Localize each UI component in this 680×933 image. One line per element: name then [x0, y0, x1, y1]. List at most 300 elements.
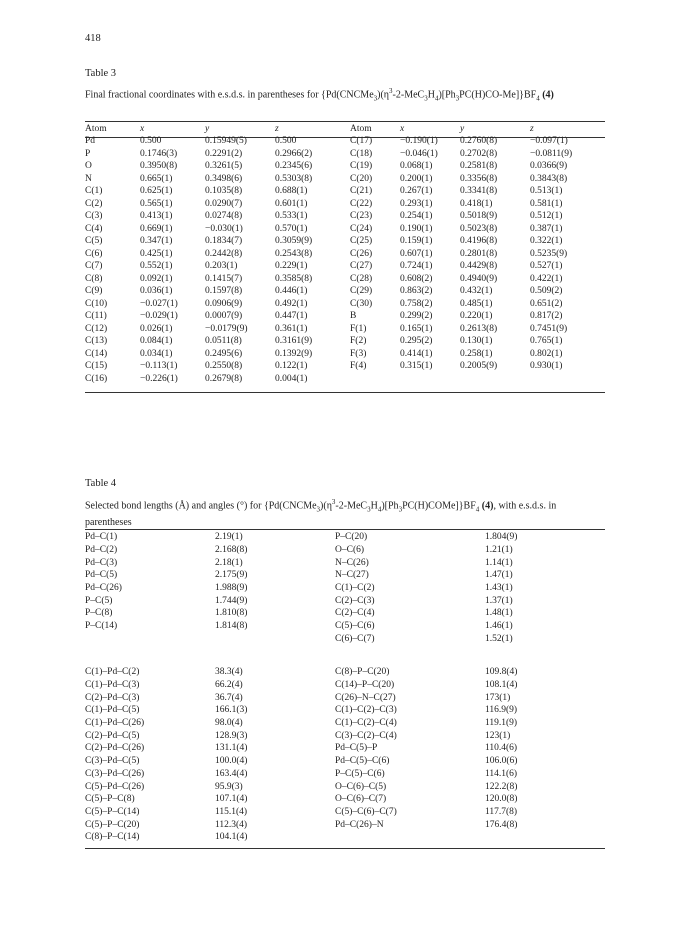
table-cell: 108.1(4)	[485, 680, 518, 691]
table-cell: 0.485(1)	[460, 298, 493, 309]
table-cell: 38.3(4)	[215, 667, 243, 678]
table-cell: −0.030(1)	[205, 223, 243, 234]
table-cell: 128.9(3)	[215, 730, 248, 741]
table-cell: F(2)	[350, 336, 367, 347]
table-cell: C(2)–Pd–C(5)	[85, 730, 140, 741]
table-cell: O–C(6)	[335, 545, 365, 556]
table-cell: C(5)–P–C(14)	[85, 806, 140, 817]
table3-header-cell: Atom	[350, 124, 372, 134]
table-cell: C(2)–Pd–C(3)	[85, 692, 140, 703]
table-row	[85, 793, 605, 806]
table-cell: 0.533(1)	[275, 211, 308, 222]
table-cell: −0.190(1)	[400, 136, 438, 147]
table-row	[85, 260, 605, 273]
table-cell: 0.084(1)	[140, 336, 173, 347]
table4-top-rule	[85, 529, 605, 530]
table-row	[85, 679, 605, 692]
table-cell: 2.19(1)	[215, 532, 243, 543]
table-row	[85, 780, 605, 793]
table-cell: 0.758(2)	[400, 298, 433, 309]
table-cell: 0.229(1)	[275, 261, 308, 272]
table-cell: 0.3498(6)	[205, 173, 243, 184]
table-cell: C(28)	[350, 273, 373, 284]
table-cell: 1.14(1)	[485, 557, 513, 568]
table-cell: P–C(20)	[335, 532, 368, 543]
table-row	[85, 210, 605, 223]
table-row	[85, 348, 605, 361]
table-cell: 0.203(1)	[205, 261, 238, 272]
table-cell: 0.512(1)	[530, 211, 563, 222]
table-cell: 0.1746(3)	[140, 148, 178, 159]
table-cell: 0.581(1)	[530, 198, 563, 209]
table-cell: Pd–C(5)	[85, 570, 118, 581]
table-cell: C(21)	[350, 186, 373, 197]
table-cell: 117.7(8)	[485, 806, 518, 817]
table-cell: Pd	[85, 136, 96, 147]
table-cell: 2.18(1)	[215, 557, 243, 568]
table-row	[85, 160, 605, 173]
table-cell: 1.804(9)	[485, 532, 518, 543]
table-cell: 0.2702(8)	[460, 148, 498, 159]
table-cell: C(24)	[350, 223, 373, 234]
table3-body	[85, 135, 605, 385]
table-cell: 0.3059(9)	[275, 236, 313, 247]
table-cell: 0.2005(9)	[460, 361, 498, 372]
table-cell: 0.625(1)	[140, 186, 173, 197]
table-row	[85, 148, 605, 161]
table-cell: 0.0290(7)	[205, 198, 243, 209]
table-cell: 0.322(1)	[530, 236, 563, 247]
table-row	[85, 582, 605, 595]
table-cell: C(16)	[85, 373, 108, 384]
table-cell: 0.608(2)	[400, 273, 433, 284]
table-cell: P–C(5)–C(6)	[335, 768, 385, 779]
table3-header-row	[85, 124, 605, 135]
table-row	[85, 691, 605, 704]
table-cell: C(14)–P–C(20)	[335, 680, 395, 691]
table-cell: 0.15949(5)	[205, 136, 247, 147]
table-cell: 1.814(8)	[215, 621, 248, 632]
table-row	[85, 323, 605, 336]
table-cell: P–C(14)	[85, 621, 118, 632]
table-cell: 0.1415(7)	[205, 273, 243, 284]
table-row	[85, 235, 605, 248]
table-cell: 1.47(1)	[485, 570, 513, 581]
table-cell: 176.4(8)	[485, 819, 518, 830]
table-cell: C(23)	[350, 211, 373, 222]
table-cell	[215, 633, 335, 646]
table-cell: 0.665(1)	[140, 173, 173, 184]
table-cell: 0.2760(8)	[460, 136, 498, 147]
table-row	[85, 818, 605, 831]
table-cell	[400, 373, 460, 386]
table-cell: 0.2442(8)	[205, 248, 243, 259]
table-cell: 95.9(3)	[215, 781, 243, 792]
table-cell: 0.0274(8)	[205, 211, 243, 222]
table-cell: −0.226(1)	[140, 373, 178, 384]
table-cell: 0.817(2)	[530, 311, 563, 322]
table-cell: 0.5018(9)	[460, 211, 498, 222]
table4-caption: Selected bond lengths (Å) and angles (°) for $\{Pd(CNCMe_3)(\eta^3-2-MeC_3H_4)[Ph_3PC(H)COMe]\}BF_4$ (4), with e.s.d.s. in parentheses	[85, 498, 557, 529]
table-cell: 114.1(6)	[485, 768, 518, 779]
table-row	[85, 633, 605, 646]
table-cell: N–C(26)	[335, 557, 369, 568]
table-cell: Pd–C(3)	[85, 557, 118, 568]
table-cell: 0.1834(7)	[205, 236, 243, 247]
table-cell: 0.254(1)	[400, 211, 433, 222]
table-cell: 0.034(1)	[140, 348, 173, 359]
table-row	[85, 373, 605, 386]
table-row	[85, 185, 605, 198]
table-cell: C(2)–C(4)	[335, 608, 375, 619]
table-cell: 1.52(1)	[485, 633, 513, 644]
table-cell: 0.500	[275, 136, 297, 147]
table-cell: Pd–C(5)–P	[335, 743, 378, 754]
table-row	[85, 704, 605, 717]
table-cell: 0.2550(8)	[205, 361, 243, 372]
table-cell: C(3)	[85, 211, 103, 222]
table-cell: 104.1(4)	[215, 832, 248, 843]
table-cell: 0.361(1)	[275, 323, 308, 334]
table-cell: 0.607(1)	[400, 248, 433, 259]
table4-bottom-rule	[85, 848, 605, 849]
table-cell: 0.802(1)	[530, 348, 563, 359]
table-cell: C(6)	[85, 248, 103, 259]
table-cell: 2.175(9)	[215, 570, 248, 581]
table-cell: 0.5303(8)	[275, 173, 313, 184]
table4-title: Table 4	[85, 478, 117, 489]
table-row	[85, 285, 605, 298]
table-cell: C(2)–C(3)	[335, 595, 375, 606]
table-cell: −0.046(1)	[400, 148, 438, 159]
table-cell: C(1)–C(2)	[335, 583, 375, 594]
table-cell: 0.688(1)	[275, 186, 308, 197]
table-cell: N–C(27)	[335, 570, 369, 581]
table4-bond-angles	[85, 666, 605, 844]
table-row	[85, 135, 605, 148]
table-cell: 123(1)	[485, 730, 511, 741]
table-cell: 0.413(1)	[140, 211, 173, 222]
table-row	[85, 742, 605, 755]
table-row	[85, 729, 605, 742]
table-cell: 0.527(1)	[530, 261, 563, 272]
table-cell: 0.0906(9)	[205, 298, 243, 309]
table-cell: 115.1(4)	[215, 806, 248, 817]
table-cell	[85, 633, 215, 646]
table-cell: 166.1(3)	[215, 705, 248, 716]
table-cell: 0.2613(8)	[460, 323, 498, 334]
table-cell: C(7)	[85, 261, 103, 272]
table-cell: 0.930(1)	[530, 361, 563, 372]
table-cell	[335, 831, 485, 844]
table-cell: C(1)	[85, 186, 103, 197]
table-cell: 0.422(1)	[530, 273, 563, 284]
table3-header-cell: z	[530, 124, 534, 134]
table-cell: 131.1(4)	[215, 743, 248, 754]
table-cell: 1.48(1)	[485, 608, 513, 619]
table-cell: C(5)–C(6)–C(7)	[335, 806, 397, 817]
table-cell: C(12)	[85, 323, 108, 334]
table-cell: 0.570(1)	[275, 223, 308, 234]
table-cell: 0.3356(8)	[460, 173, 498, 184]
table-cell: 0.1597(8)	[205, 286, 243, 297]
table-cell: C(9)	[85, 286, 103, 297]
table3-top-rule	[85, 121, 605, 122]
table-cell: C(5)–P–C(20)	[85, 819, 140, 830]
table-cell: N	[85, 173, 92, 184]
table-cell: C(3)–C(2)–C(4)	[335, 730, 397, 741]
table-cell: C(13)	[85, 336, 108, 347]
table-cell: 116.9(9)	[485, 705, 518, 716]
table-cell: 0.267(1)	[400, 186, 433, 197]
table-cell: C(14)	[85, 348, 108, 359]
table-cell: C(1)–C(2)–C(4)	[335, 718, 397, 729]
table-cell: C(4)	[85, 223, 103, 234]
table-cell: −0.027(1)	[140, 298, 178, 309]
table-cell: 0.446(1)	[275, 286, 308, 297]
table-cell: −0.0811(9)	[530, 148, 573, 159]
table-cell	[485, 831, 605, 844]
table-cell: 0.492(1)	[275, 298, 308, 309]
table-cell: 0.2543(8)	[275, 248, 313, 259]
table-cell: O–C(6)–C(7)	[335, 794, 387, 805]
table-cell: 0.347(1)	[140, 236, 173, 247]
table-cell: C(26)–N–C(27)	[335, 692, 396, 703]
table-cell: 0.2345(6)	[275, 161, 313, 172]
table-cell: 0.500	[140, 136, 162, 147]
table-cell: 0.5235(9)	[530, 248, 568, 259]
table-cell: C(2)–Pd–C(26)	[85, 743, 145, 754]
table-cell: 0.2291(2)	[205, 148, 243, 159]
table-cell: 107.1(4)	[215, 794, 248, 805]
table-cell: 0.2679(8)	[205, 373, 243, 384]
table-cell: 109.8(4)	[485, 667, 518, 678]
table-cell: 0.3843(8)	[530, 173, 568, 184]
table-cell: C(5)–C(6)	[335, 621, 375, 632]
table-cell: 0.1035(8)	[205, 186, 243, 197]
table-cell: F(1)	[350, 323, 367, 334]
table-cell: 0.2495(6)	[205, 348, 243, 359]
table-cell: C(1)–Pd–C(5)	[85, 705, 140, 716]
table-row	[85, 531, 605, 544]
table3-header-cell: x	[140, 124, 145, 134]
table-cell: −0.0179(9)	[205, 323, 248, 334]
table-cell: C(15)	[85, 361, 108, 372]
table-cell: 0.2801(8)	[460, 248, 498, 259]
table-row	[85, 620, 605, 633]
table3-title: Table 3	[85, 68, 117, 79]
table-cell: 0.2966(2)	[275, 148, 313, 159]
table-row	[85, 360, 605, 373]
table-cell: 100.0(4)	[215, 756, 248, 767]
table-row	[85, 569, 605, 582]
table-cell: C(8)–P–C(14)	[85, 832, 140, 843]
table-cell: 0.7451(9)	[530, 323, 568, 334]
table-cell: 0.036(1)	[140, 286, 173, 297]
table-cell: 119.1(9)	[485, 718, 518, 729]
table-cell: 163.4(4)	[215, 768, 248, 779]
table-row	[85, 594, 605, 607]
table-cell: 0.315(1)	[400, 361, 433, 372]
table-cell: Pd–C(26)	[85, 583, 122, 594]
table-cell: C(1)–C(2)–C(3)	[335, 705, 397, 716]
table3-header-cell: x	[400, 124, 405, 134]
table-cell: 0.004(1)	[275, 373, 308, 384]
table-cell: 0.669(1)	[140, 223, 173, 234]
table-cell: C(5)	[85, 236, 103, 247]
table-cell: −0.029(1)	[140, 311, 178, 322]
table3-header-cell: y	[460, 124, 465, 134]
table-cell: 1.810(8)	[215, 608, 248, 619]
table-cell: 0.3161(9)	[275, 336, 313, 347]
table-cell: 1.744(9)	[215, 595, 248, 606]
table-cell: 0.200(1)	[400, 173, 433, 184]
table-cell: F(4)	[350, 361, 367, 372]
table-row	[85, 831, 605, 844]
table-cell: 1.37(1)	[485, 595, 513, 606]
table-cell: C(17)	[350, 136, 373, 147]
table-cell: C(19)	[350, 161, 373, 172]
table-cell	[530, 373, 605, 386]
table3-header-cell: z	[275, 124, 279, 134]
table-cell: 0.447(1)	[275, 311, 308, 322]
table-cell: 106.0(6)	[485, 756, 518, 767]
table-cell: F(3)	[350, 348, 367, 359]
table-cell: C(1)–Pd–C(3)	[85, 680, 140, 691]
table-cell: Pd–C(2)	[85, 545, 118, 556]
table-cell: 120.0(8)	[485, 794, 518, 805]
table-cell: 0.418(1)	[460, 198, 493, 209]
table-cell: 0.1392(9)	[275, 348, 313, 359]
table-cell: C(10)	[85, 298, 108, 309]
table-cell: 0.165(1)	[400, 323, 433, 334]
table-row	[85, 273, 605, 286]
table-cell: B	[350, 311, 357, 322]
table-cell: 0.425(1)	[140, 248, 173, 259]
table-cell: 0.432(1)	[460, 286, 493, 297]
table-cell: C(11)	[85, 311, 107, 322]
table-row	[85, 335, 605, 348]
table-cell: Pd–C(1)	[85, 532, 118, 543]
table-cell	[460, 373, 530, 386]
table-cell: C(5)–Pd–C(26)	[85, 781, 145, 792]
table-cell: 173(1)	[485, 692, 511, 703]
table-row	[85, 717, 605, 730]
table-cell: C(29)	[350, 286, 373, 297]
table-cell: 122.2(8)	[485, 781, 518, 792]
table-cell: 0.026(1)	[140, 323, 173, 334]
table-cell: 112.3(4)	[215, 819, 248, 830]
table-cell: O–C(6)–C(5)	[335, 781, 387, 792]
table-cell: 0.068(1)	[400, 161, 433, 172]
table-cell: C(6)–C(7)	[335, 633, 375, 644]
table-row	[85, 223, 605, 236]
table-cell: −0.113(1)	[140, 361, 178, 372]
table-cell: 1.21(1)	[485, 545, 513, 556]
table-cell: C(22)	[350, 198, 373, 209]
table-cell: C(8)	[85, 273, 103, 284]
table4-bond-lengths	[85, 531, 605, 645]
table-cell: 98.0(4)	[215, 718, 243, 729]
table-cell: C(30)	[350, 298, 373, 309]
table-cell: 0.4940(9)	[460, 273, 498, 284]
table-cell: 0.387(1)	[530, 223, 563, 234]
table-cell: 0.2581(8)	[460, 161, 498, 172]
table-cell: C(27)	[350, 261, 373, 272]
table-cell: 1.988(9)	[215, 583, 248, 594]
table-row	[85, 544, 605, 557]
table-cell: P–C(5)	[85, 595, 113, 606]
table-cell: 0.513(1)	[530, 186, 563, 197]
table-cell: C(2)	[85, 198, 103, 209]
table-cell: 0.092(1)	[140, 273, 173, 284]
table-cell: Pd–C(26)–N	[335, 819, 384, 830]
table-cell: 0.258(1)	[460, 348, 493, 359]
table-cell: 0.130(1)	[460, 336, 493, 347]
table-cell: C(3)–Pd–C(26)	[85, 768, 145, 779]
table-row	[85, 755, 605, 768]
table-cell: 0.220(1)	[460, 311, 493, 322]
table-cell: 0.3950(8)	[140, 161, 178, 172]
table-cell: 0.295(2)	[400, 336, 433, 347]
table-row	[85, 666, 605, 679]
table-row	[85, 198, 605, 211]
table-cell: 110.4(6)	[485, 743, 518, 754]
table-cell: C(8)–P–C(20)	[335, 667, 390, 678]
table-cell: C(5)–P–C(8)	[85, 794, 135, 805]
table3-bottom-rule	[85, 392, 605, 393]
table-cell: C(26)	[350, 248, 373, 259]
table-cell: C(3)–Pd–C(5)	[85, 756, 140, 767]
table-cell: C(1)–Pd–C(2)	[85, 667, 140, 678]
table-cell: 0.293(1)	[400, 198, 433, 209]
table-row	[85, 768, 605, 781]
table-cell: 0.4429(8)	[460, 261, 498, 272]
table-cell: 0.3261(5)	[205, 161, 243, 172]
table-row	[85, 556, 605, 569]
table-cell: 0.0366(9)	[530, 161, 568, 172]
table-cell: Pd–C(5)–C(6)	[335, 756, 390, 767]
table-row	[85, 607, 605, 620]
table-cell: 0.159(1)	[400, 236, 433, 247]
table-cell: 0.122(1)	[275, 361, 308, 372]
table-cell: 66.2(4)	[215, 680, 243, 691]
table-cell: P–C(8)	[85, 608, 113, 619]
table-cell: P	[85, 148, 91, 159]
table-cell: 0.724(1)	[400, 261, 433, 272]
table-cell: 0.765(1)	[530, 336, 563, 347]
table-cell: 0.4196(8)	[460, 236, 498, 247]
table-cell: 1.43(1)	[485, 583, 513, 594]
table-cell	[350, 373, 400, 386]
table-cell: 0.414(1)	[400, 348, 433, 359]
table-row	[85, 310, 605, 323]
table-cell: C(18)	[350, 148, 373, 159]
table-cell: 0.601(1)	[275, 198, 308, 209]
table-cell: O	[85, 161, 92, 172]
table3-header-cell: Atom	[85, 124, 107, 134]
table-cell: 0.651(2)	[530, 298, 563, 309]
table3-header-cell: y	[205, 124, 210, 134]
table-cell: 0.0511(8)	[205, 336, 242, 347]
table-cell: −0.097(1)	[530, 136, 568, 147]
table3-caption: Final fractional coordinates with e.s.d.s. in parentheses for $\{Pd(CNCMe_3)(\eta^3-2-MeC_3H_4)[Ph_3PC(H)CO-Me]\}BF_4$ (4)	[85, 87, 554, 103]
table-cell: 0.565(1)	[140, 198, 173, 209]
table-cell: 0.863(2)	[400, 286, 433, 297]
table-cell: 0.509(2)	[530, 286, 563, 297]
table-cell: 0.5023(8)	[460, 223, 498, 234]
page-number: 418	[85, 33, 101, 44]
